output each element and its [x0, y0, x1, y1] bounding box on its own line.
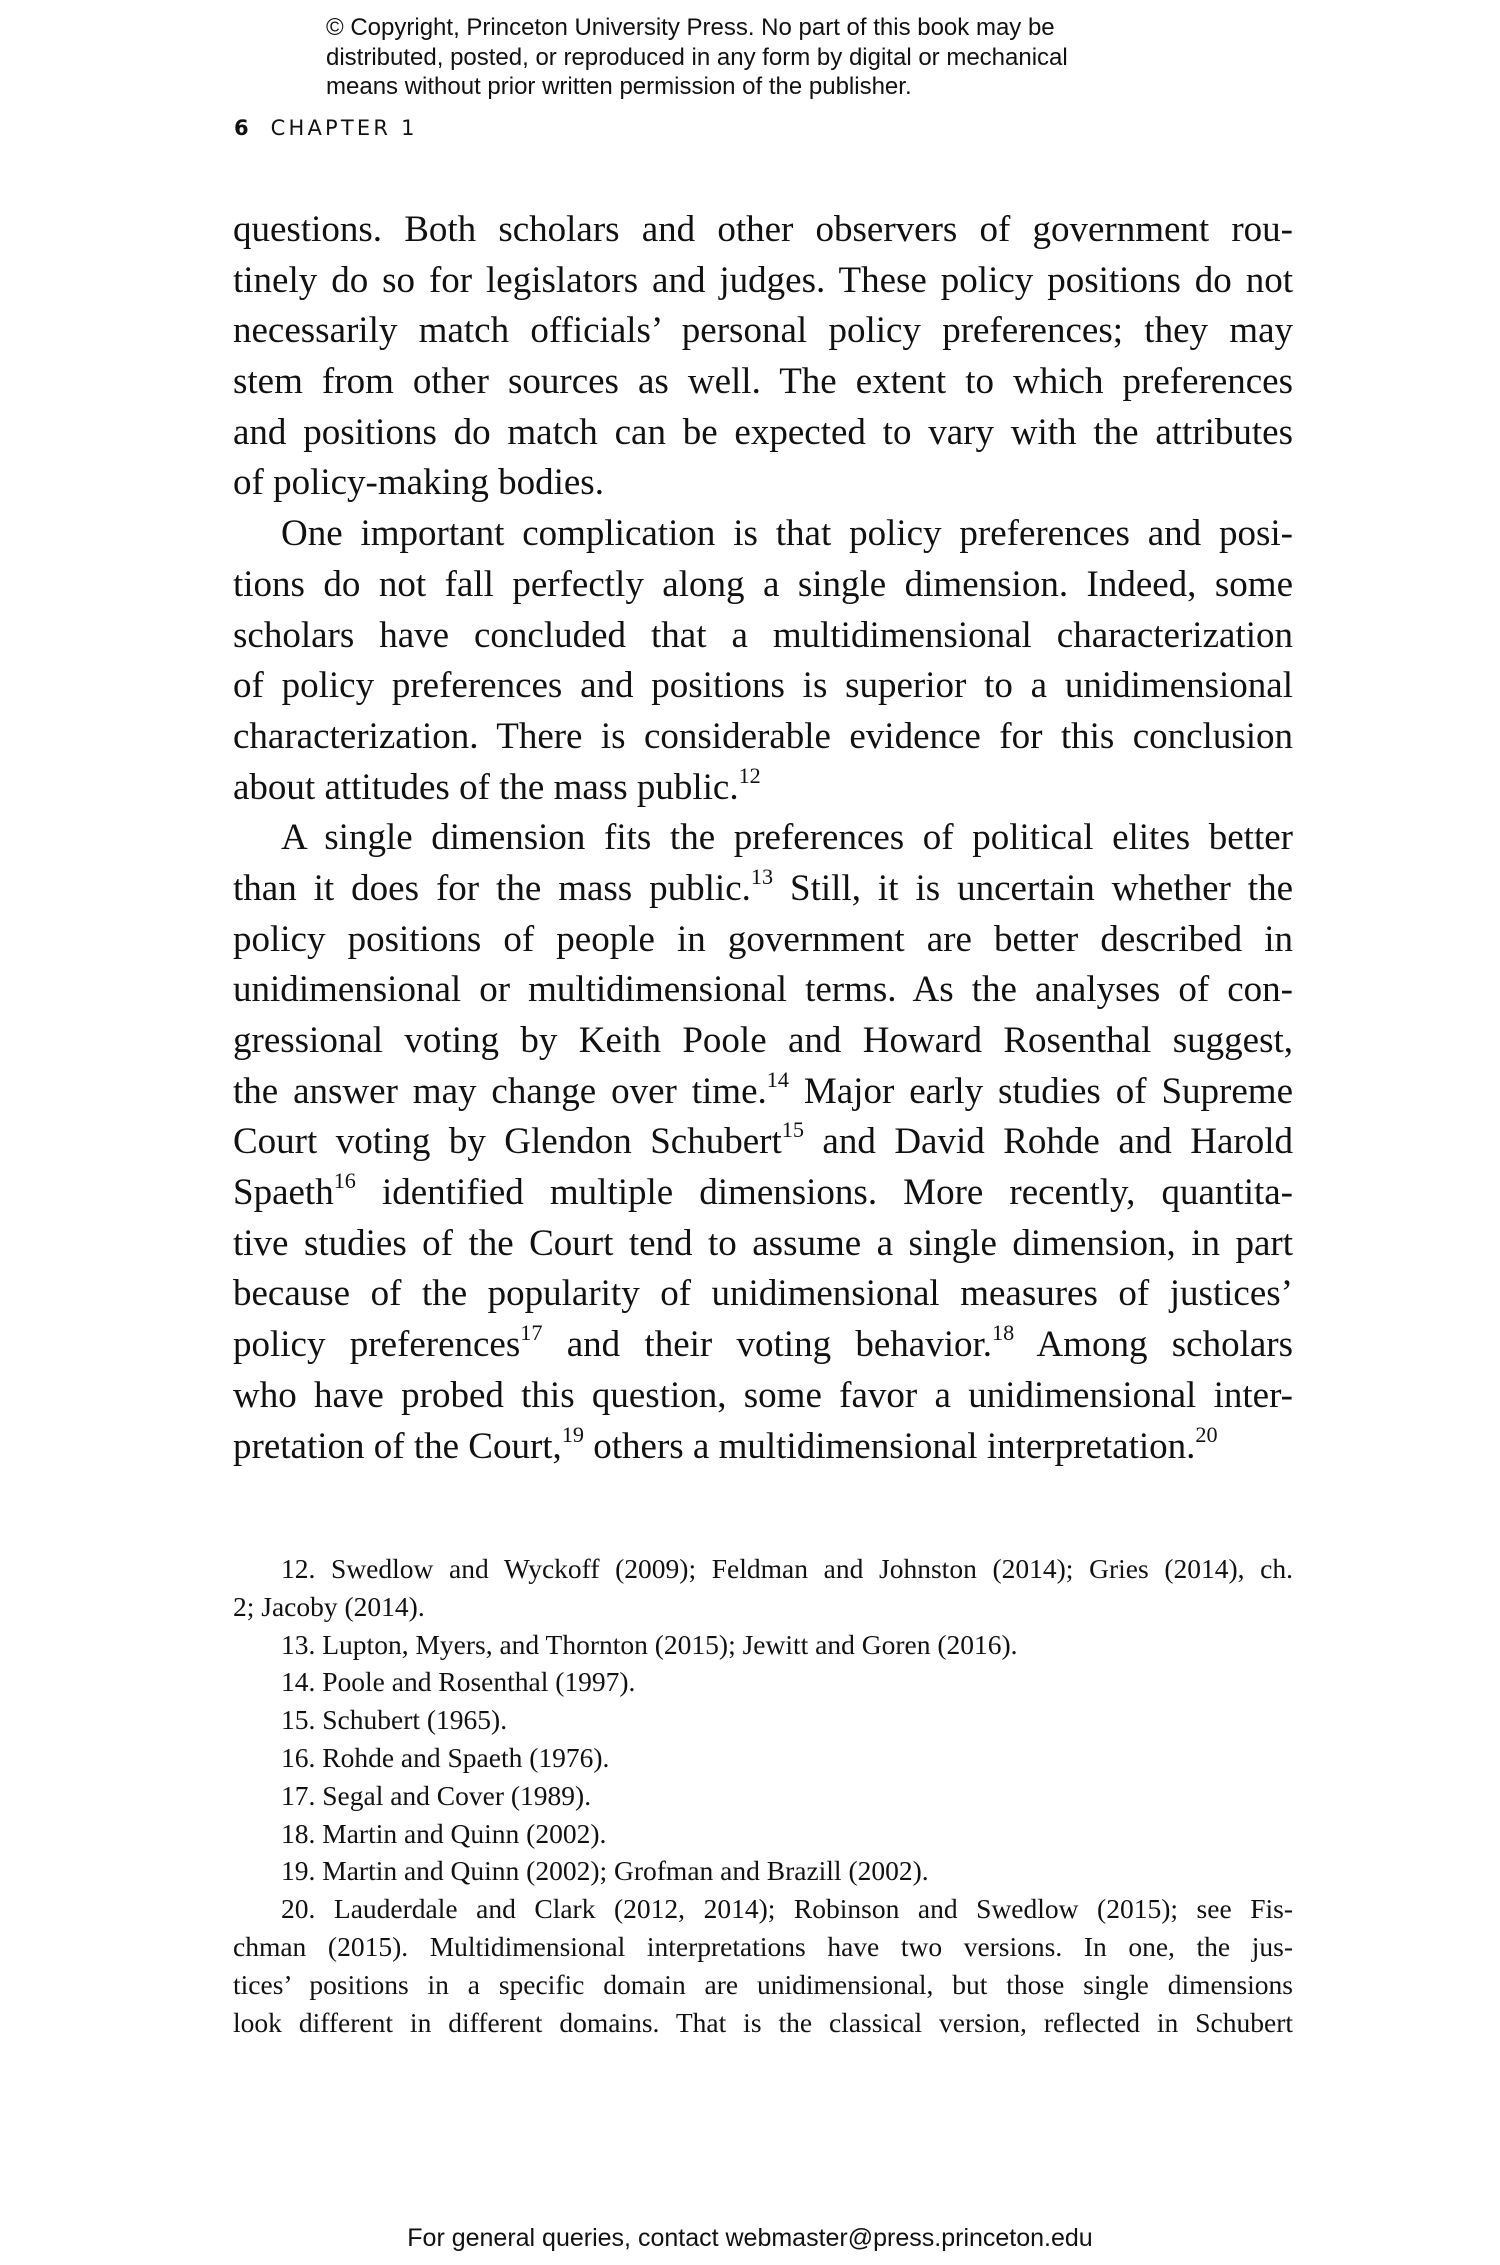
text-run: characterization. There is considerable evidence for this conclusion	[233, 715, 1293, 757]
footnote-line: 14. Poole and Rosenthal (1997).	[281, 1666, 636, 1698]
text-run: Spaeth	[233, 1172, 334, 1214]
text-run: scholars have concluded that a multidimensional characterization	[233, 614, 1293, 656]
footnote-ref[interactable]: 18	[992, 1320, 1015, 1346]
text-run: tions do not fall perfectly along a single dimension. Indeed, some	[233, 563, 1293, 605]
text-run: and positions do match can be expected to vary with the attributes	[233, 411, 1293, 453]
footnote-line: 12. Swedlow and Wyckoff (2009); Feldman and Johnston (2014); Gries (2014), ch.	[281, 1553, 1293, 1584]
text-run: necessarily match officials’ personal policy preferences; they may	[233, 310, 1293, 352]
paragraph	[233, 509, 1293, 813]
footnote-line: 17. Segal and Cover (1989).	[281, 1779, 592, 1811]
footnote-ref[interactable]: 20	[1195, 1421, 1218, 1447]
text-run: stem from other sources as well. The extent to which preferences	[233, 361, 1293, 403]
paragraph	[233, 205, 1293, 509]
text-line	[233, 611, 1293, 662]
text-line	[233, 1117, 1293, 1168]
text-run: policy preferences	[233, 1324, 521, 1366]
text-run: the answer may change over time.	[233, 1070, 767, 1112]
text-run: and their voting behavior.	[542, 1324, 993, 1366]
text-run: and David Rohde and Harold	[803, 1121, 1293, 1163]
footnote-15	[233, 1701, 1293, 1739]
text-run: unidimensional or multidimensional terms. As the analyses of con-	[233, 969, 1293, 1011]
footnote-16	[233, 1739, 1293, 1777]
text-run: of policy-making bodies.	[233, 462, 604, 504]
text-run: Still, it is uncertain whether the	[773, 867, 1293, 909]
footnote-12	[233, 1550, 1293, 1626]
text-run: A single dimension fits the preferences of political elites better	[281, 817, 1293, 859]
text-run: One important complication is that policy preferences and posi-	[281, 513, 1293, 555]
text-line	[233, 357, 1293, 408]
text-run: tive studies of the Court tend to assume a single dimension, in part	[233, 1222, 1293, 1264]
footnote-line: 13. Lupton, Myers, and Thornton (2015); Jewitt and Goren (2016).	[281, 1628, 1018, 1660]
text-run: about attitudes of the mass public.	[233, 766, 739, 808]
text-run: who have probed this question, some favor a unidimensional inter-	[233, 1374, 1293, 1416]
footnote-line: tices’ positions in a specific domain are unidimensional, but those single dimensions	[233, 1968, 1293, 2000]
text-line	[233, 1422, 1293, 1473]
footnote-ref[interactable]: 13	[750, 863, 774, 889]
text-run: policy positions of people in government are better described in	[233, 918, 1293, 960]
text-line	[233, 1269, 1293, 1320]
copyright-line: distributed, posted, or reproduced in any form by digital or mechanical	[326, 43, 1068, 71]
paragraph	[233, 813, 1293, 1472]
text-line	[233, 864, 1293, 915]
footnote-line: 18. Martin and Quinn (2002).	[281, 1817, 607, 1849]
text-run: others a multidimensional interpretation.	[584, 1425, 1196, 1467]
text-line	[233, 1016, 1293, 1067]
running-head	[234, 116, 418, 140]
text-line	[233, 256, 1293, 307]
text-line	[233, 915, 1293, 966]
text-run: Major early studies of Supreme	[788, 1070, 1293, 1112]
footnote-line: 2; Jacoby (2014).	[233, 1590, 425, 1622]
footnote-line: 15. Schubert (1965).	[281, 1704, 508, 1736]
text-run: gressional voting by Keith Poole and Howard Rosenthal suggest,	[233, 1020, 1293, 1061]
text-line	[233, 965, 1293, 1016]
text-line	[233, 813, 1293, 864]
footnote-19	[233, 1852, 1293, 1890]
text-line	[233, 205, 1293, 256]
footnote-ref[interactable]: 15	[781, 1117, 804, 1143]
copyright-notice	[326, 13, 1226, 102]
footer-contact: For general queries, contact webmaster@press.princeton.edu	[407, 2224, 1093, 2252]
text-line	[233, 1320, 1293, 1371]
footnote-line: 19. Martin and Quinn (2002); Grofman and Brazill (2002).	[281, 1855, 929, 1887]
footnote-line: chman (2015). Multidimensional interpretations have two versions. In one, the jus-	[233, 1930, 1293, 1962]
copyright-line: means without prior written permission of the publisher.	[326, 73, 912, 100]
text-line	[233, 458, 1293, 509]
page-number: 6	[234, 116, 249, 140]
footnote-ref[interactable]: 17	[520, 1320, 543, 1346]
body-text	[233, 205, 1293, 1472]
footnote-line: 20. Lauderdale and Clark (2012, 2014); Robinson and Swedlow (2015); see Fis-	[281, 1893, 1293, 1925]
text-line	[233, 408, 1293, 459]
text-run: pretation of the Court,	[233, 1425, 562, 1467]
footnotes	[233, 1550, 1293, 2041]
text-line	[233, 306, 1293, 357]
text-line	[233, 1067, 1293, 1118]
footnote-line: 16. Rohde and Spaeth (1976).	[281, 1741, 610, 1773]
text-run: questions. Both scholars and other observers of government rou-	[233, 209, 1293, 250]
text-run: identified multiple dimensions. More recently, quantita-	[355, 1172, 1293, 1214]
footnote-line: look different in different domains. That is the classical version, reflected in Schubert	[233, 2006, 1293, 2038]
text-line	[233, 1371, 1293, 1422]
text-run: Among scholars	[1014, 1324, 1293, 1366]
copyright-line: © Copyright, Princeton University Press. No part of this book may be	[326, 14, 1055, 41]
text-line	[233, 1219, 1293, 1270]
text-line	[233, 1168, 1293, 1219]
footnote-ref[interactable]: 19	[561, 1421, 584, 1447]
footnote-13	[233, 1626, 1293, 1664]
text-run: than it does for the mass public.	[233, 867, 751, 909]
footnote-ref[interactable]: 16	[333, 1168, 356, 1194]
footnote-14	[233, 1663, 1293, 1701]
text-line	[233, 661, 1293, 712]
text-line	[233, 712, 1293, 763]
text-run: of policy preferences and positions is superior to a unidimensional	[233, 665, 1293, 707]
text-run: Court voting by Glendon Schubert	[233, 1121, 782, 1163]
chapter-title: CHAPTER 1	[270, 116, 418, 140]
text-line	[233, 509, 1293, 560]
footnote-ref[interactable]: 14	[766, 1066, 789, 1092]
text-run: because of the popularity of unidimensional measures of justices’	[233, 1273, 1293, 1315]
footnote-18	[233, 1815, 1293, 1853]
text-line	[233, 763, 1293, 814]
text-run: tinely do so for legislators and judges. These policy positions do not	[233, 259, 1293, 301]
footnote-17	[233, 1777, 1293, 1815]
text-line	[233, 560, 1293, 611]
footnote-20	[233, 1890, 1293, 2041]
footnote-ref[interactable]: 12	[738, 762, 761, 788]
